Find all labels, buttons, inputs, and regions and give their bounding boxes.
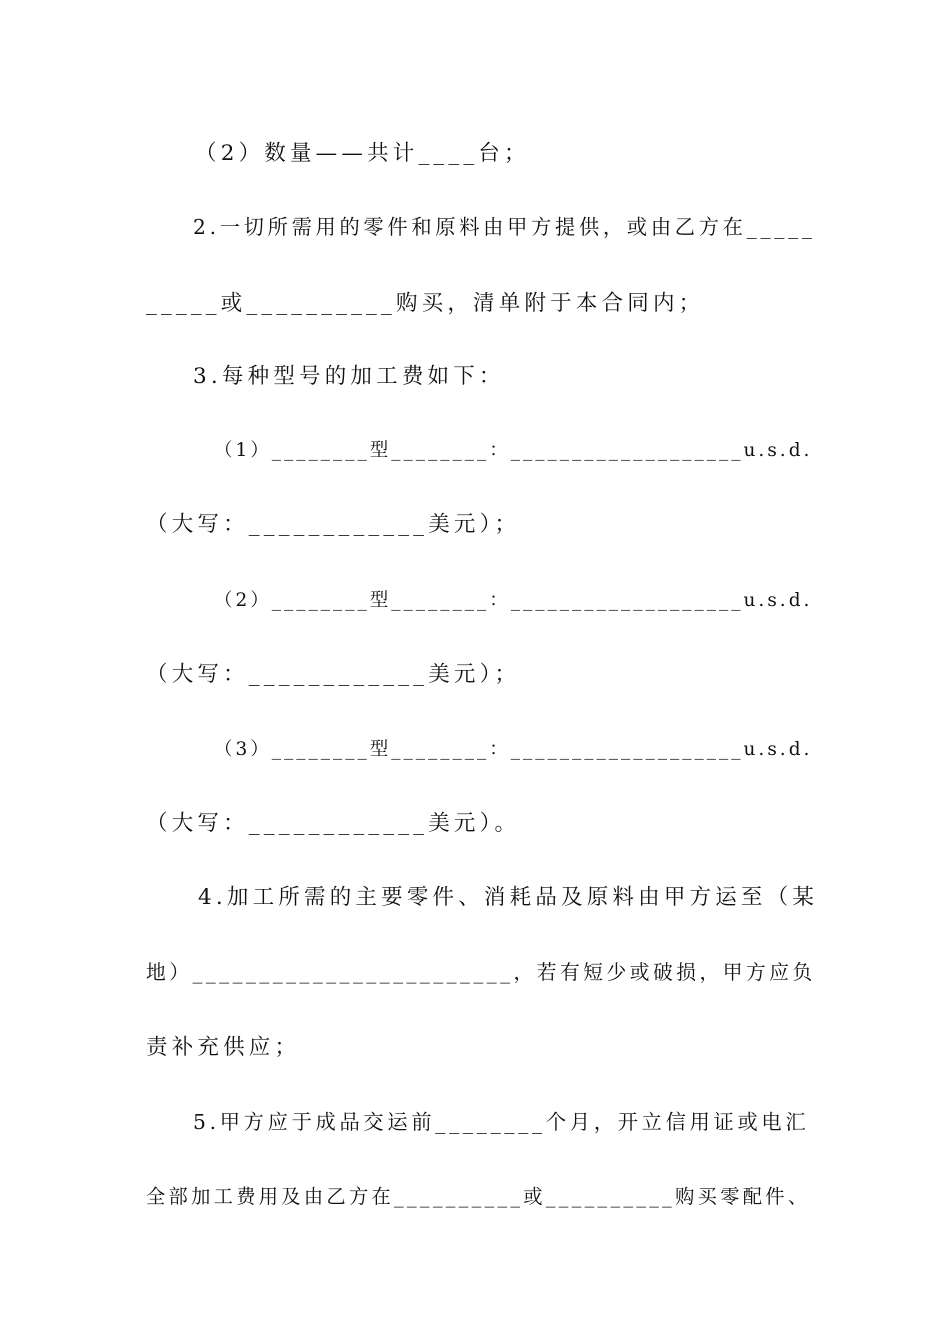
text-line: （大写：____________美元）；: [146, 512, 521, 537]
text-line: 3.每种型号的加工费如下：: [193, 364, 505, 389]
text-line: （3）________型________：___________________u.s.d.: [214, 739, 813, 760]
text-line: 全部加工费用及由乙方在__________或__________购买零配件、: [146, 1185, 811, 1208]
text-line: 责补充供应；: [146, 1035, 301, 1060]
text-line: _____或__________购买，清单附于本合同内；: [146, 291, 705, 316]
text-line: 4.加工所需的主要零件、消耗品及原料由甲方运至（某: [198, 885, 819, 910]
text-line: （2）________型________：___________________u.s.d.: [214, 590, 813, 611]
text-line: （1）________型________：___________________u.s.d.: [214, 440, 813, 461]
text-line: 地）________________________，若有短少或破损，甲方应负: [146, 961, 816, 984]
text-line: （大写：____________美元）。: [146, 811, 521, 836]
text-line: （大写：____________美元）；: [146, 662, 521, 687]
text-line: 5.甲方应于成品交运前________个月，开立信用证或电汇: [193, 1110, 810, 1134]
text-line: 2.一切所需用的零件和原料由甲方提供，或由乙方在_____: [193, 215, 816, 239]
text-line: （2）数量——共计____台；: [195, 141, 530, 166]
